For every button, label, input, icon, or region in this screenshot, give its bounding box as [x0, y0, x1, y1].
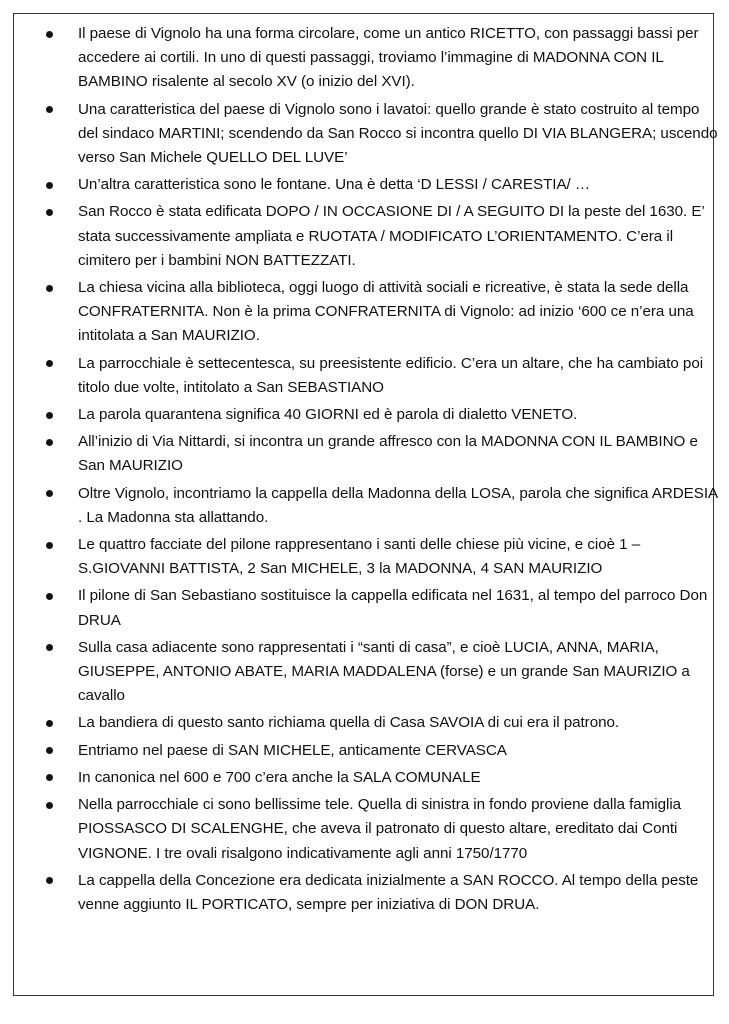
list-item-text: All’inizio di Via Nittardi, si incontra un grande affresco con la MADONNA CON IL BAMBINO e San MAURIZIO: [78, 433, 698, 475]
list-item-text: La bandiera di questo santo richiama quella di Casa SAVOIA di cui era il patrono.: [78, 714, 620, 732]
list-item-text: Entriamo nel paese di SAN MICHELE, anticamente CERVASCA: [78, 741, 507, 759]
list-item: [42, 403, 722, 427]
list-item: [42, 584, 722, 632]
list-item: [42, 711, 722, 735]
bullet-dot: [46, 285, 53, 292]
list-item-text: Oltre Vignolo, incontriamo la cappella della Madonna della LOSA, parola che significa ARDESIA . La Madonna sta allattando.: [78, 484, 718, 526]
list-item: [42, 739, 722, 763]
bullet-dot: [46, 802, 53, 809]
bullet-list: [42, 22, 722, 920]
bullet-dot: [46, 490, 53, 497]
list-item-text: Le quattro facciate del pilone rappresentano i santi delle chiese più vicine, e cioè 1 – S.GIOVANNI BATTISTA, 2 San MICHELE, 3 la MADONNA, 4 SAN MAURIZIO: [78, 536, 641, 578]
bullet-dot: [46, 747, 53, 754]
list-item-text: La cappella della Concezione era dedicata inizialmente a SAN ROCCO. Al tempo della peste venne aggiunto IL PORTICATO, sempre per iniziativa di DON DRUA.: [78, 871, 699, 913]
list-item: [42, 533, 722, 581]
list-item-text: La chiesa vicina alla biblioteca, oggi luogo di attività sociali e ricreative, è stata la sede della CONFRATERNITA. Non è la prima CONFRATERNITA di Vignolo: ad inizio ‘600 ce n’era una intitolata a San MAURIZIO.: [78, 279, 694, 345]
list-item: [42, 766, 722, 790]
list-item-text: In canonica nel 600 e 700 c’era anche la SALA COMUNALE: [78, 768, 481, 786]
bullet-dot: [46, 644, 53, 651]
bullet-dot: [46, 209, 53, 216]
list-item-text: Un’altra caratteristica sono le fontane. Una è detta ‘D LESSI / CARESTIA/ …: [78, 176, 591, 194]
bullet-dot: [46, 182, 53, 189]
bullet-dot: [46, 106, 53, 113]
list-item: [42, 430, 722, 478]
list-item: [42, 22, 722, 95]
list-item: [42, 98, 722, 171]
bullet-dot: [46, 412, 53, 419]
list-item: [42, 869, 722, 917]
list-item: [42, 276, 722, 349]
list-item: [42, 482, 722, 530]
list-item-text: San Rocco è stata edificata DOPO / IN OCCASIONE DI / A SEGUITO DI la peste del 1630. E’ stata successivamente ampliata e RUOTATA / MODIFICATO L’ORIENTAMENTO. C’era il cimitero per i bambini NON BATTEZZATI.: [78, 203, 705, 269]
list-item: [42, 352, 722, 400]
list-item-text: Il pilone di San Sebastiano sostituisce la cappella edificata nel 1631, al tempo del parroco Don DRUA: [78, 587, 708, 629]
list-item: [42, 200, 722, 273]
list-item-text: Il paese di Vignolo ha una forma circolare, come un antico RICETTO, con passaggi bassi per accedere ai cortili. In uno di questi passaggi, troviamo l’immagine di MADONNA CON IL BAMBINO risalente al secolo XV (o inizio del XVI).: [78, 25, 699, 91]
list-item-text: Nella parrocchiale ci sono bellissime tele. Quella di sinistra in fondo proviene dalla famiglia PIOSSASCO DI SCALENGHE, che aveva il patronato di questo altare, ereditato dai Conti VIGNONE. I tre ovali risalgono indicativamente agli anni 1750/1770: [78, 796, 682, 862]
list-item: [42, 793, 722, 866]
list-item-text: La parola quarantena significa 40 GIORNI ed è parola di dialetto VENETO.: [78, 406, 578, 424]
list-item: [42, 173, 722, 197]
bullet-dot: [46, 720, 53, 727]
list-item: [42, 636, 722, 709]
list-item-text: La parrocchiale è settecentesca, su preesistente edificio. C’era un altare, che ha cambiato poi titolo due volte, intitolato a San SEBASTIANO: [78, 354, 704, 396]
list-item-text: Una caratteristica del paese di Vignolo sono i lavatoi: quello grande è stato costruito al tempo del sindaco MARTINI; scendendo da San Rocco si incontra quello DI VIA BLANGERA; uscendo verso San Michele QUELLO DEL LUVE’: [78, 100, 718, 167]
bullet-dot: [46, 439, 53, 446]
bullet-dot: [46, 31, 53, 38]
bullet-dot: [46, 774, 53, 781]
bullet-dot: [46, 593, 53, 600]
list-item-text: Sulla casa adiacente sono rappresentati i “santi di casa”, e cioè LUCIA, ANNA, MARIA, GIUSEPPE, ANTONIO ABATE, MARIA MADDALENA (forse) e un grande San MAURIZIO a cavallo: [78, 638, 690, 705]
bullet-dot: [46, 542, 53, 549]
bullet-dot: [46, 877, 53, 884]
bullet-dot: [46, 360, 53, 367]
